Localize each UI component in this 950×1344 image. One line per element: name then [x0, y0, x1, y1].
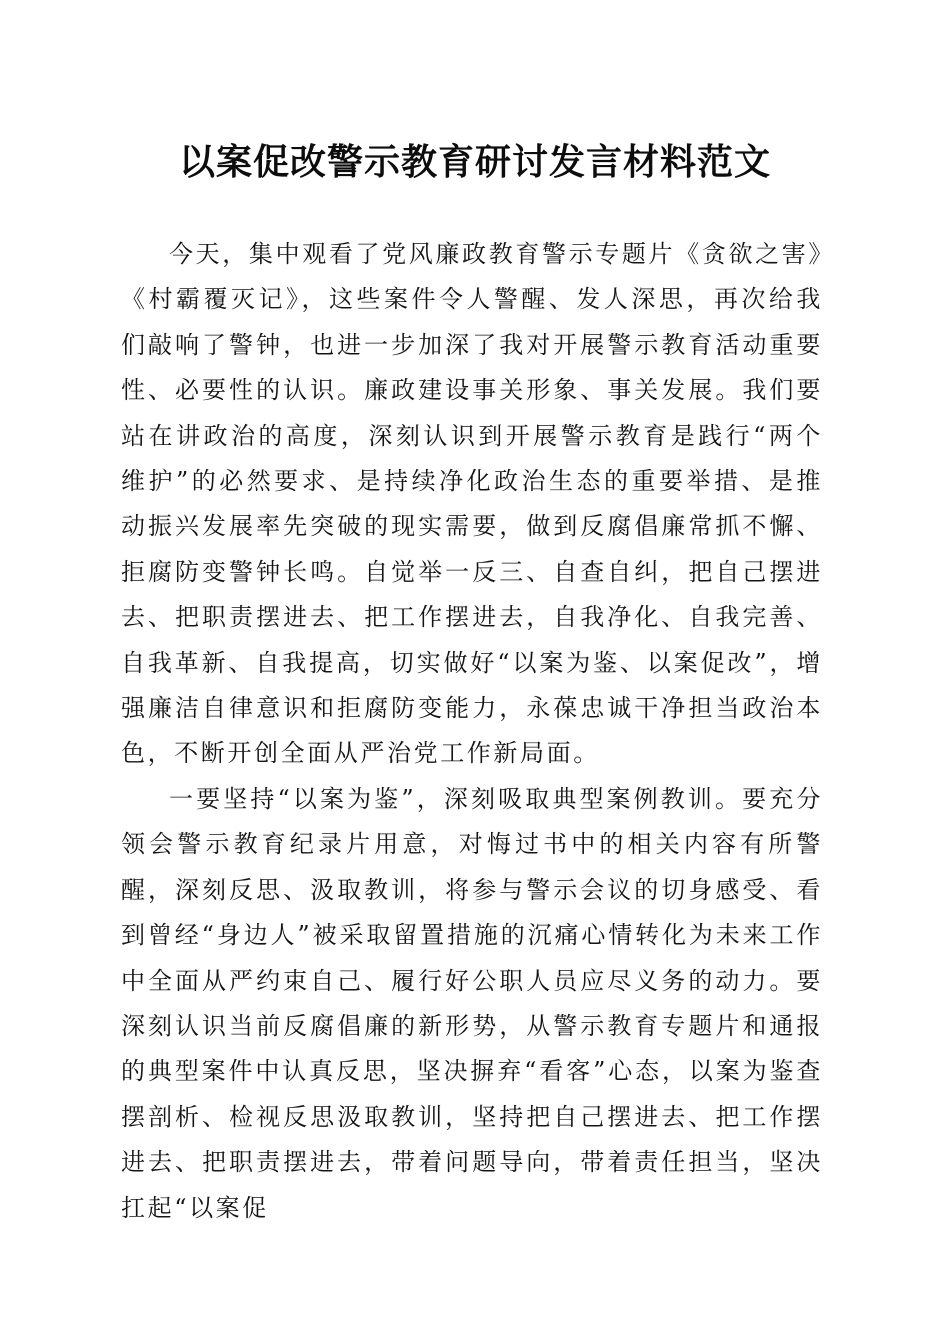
document-body	[121, 232, 823, 1231]
paragraph-point-one: 一要坚持“以案为鉴”，深刻吸取典型案例教训。要充分领会警示教育纪录片用意，对悔过书中的相关内容有所警醒，深刻反思、汲取教训，将参与警示会议的切身感受、看到曾经“身边人”被采取留置措施的沉痛心情转化为未来工作中全面从严约束自己、履行好公职人员应尽义务的动力。要深刻认识当前反腐倡廉的新形势，从警示教育专题片和通报的典型案件中认真反思，坚决摒弃“看客”心态，以案为鉴查摆剖析、检视反思汲取教训，坚持把自己摆进去、把工作摆进去、把职责摆进去，带着问题导向，带着责任担当，坚决扛起“以案促	[121, 784, 823, 1222]
document-title: 以案促改警示教育研讨发言材料范文	[178, 141, 771, 183]
paragraph-intro: 今天，集中观看了党风廉政教育警示专题片《贪欲之害》《村霸覆灭记》，这些案件令人警醒、发人深思，再次给我们敲响了警钟，也进一步加深了我对开展警示教育活动重要性、必要性的认识。廉政建设事关形象、事关发展。我们要站在讲政治的高度，深刻认识到开展警示教育是践行“两个维护”的必然要求、是持续净化政治生态的重要举措、是推动振兴发展率先突破的现实需要，做到反腐倡廉常抓不懈、拒腐防变警钟长鸣。自觉举一反三、自查自纠，把自己摆进去、把职责摆进去、把工作摆进去，自我净化、自我完善、自我革新、自我提高，切实做好“以案为鉴、以案促改”，增强廉洁自律意识和拒腐防变能力，永葆忠诚干净担当政治本色，不断开创全面从严治党工作新局面。	[121, 240, 823, 768]
